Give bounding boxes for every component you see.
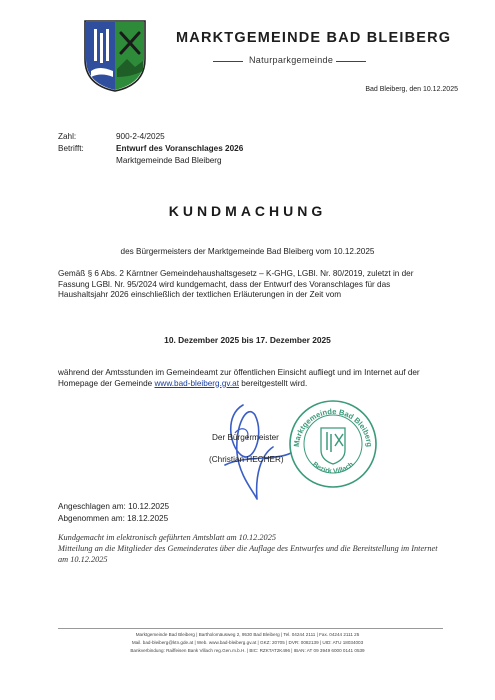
posted-date: Angeschlagen am: 10.12.2025	[58, 502, 170, 511]
footer-address: Marktgemeinde Bad Bleiberg | Bartholomäusweg 2, 9530 Bad Bleiberg | Tel. 04244 2111 | Fax. 04244 2111 25	[135, 632, 360, 637]
municipality-tagline: Naturparkgemeinde	[249, 55, 334, 65]
official-stamp	[287, 398, 379, 490]
reference-number: 900-2-4/2025	[116, 132, 165, 141]
divider-line	[336, 61, 366, 62]
mayor-name: (Christian HECHER)	[209, 455, 284, 464]
subject-subline: Marktgemeinde Bad Bleiberg	[116, 156, 222, 165]
subject-label: Betrifft:	[58, 144, 84, 153]
coat-of-arms-icon	[83, 19, 147, 93]
legal-paragraph: Gemäß § 6 Abs. 2 Kärntner Gemeindehaushaltsgesetz – K-GHG, LGBl. Nr. 80/2019, zuletzt in der Fassung LGBl. Nr. 95/2024 wird kundgemacht, dass der Entwurf des Voranschlages für das Haushaltsjahr 2026 einschließlich der textlichen Erläuterungen in der Zeit vom	[58, 269, 414, 299]
divider-line	[213, 61, 243, 62]
website-link[interactable]: www.bad-bleiberg.gv.at	[154, 378, 239, 388]
availability-text: während der Amtsstunden im Gemeindeamt zur öffentlichen Einsicht aufliegt und im Internet auf der Homepage der Gemeinde	[58, 368, 420, 388]
availability-paragraph	[58, 368, 438, 389]
council-note: Mitteilung an die Mitglieder des Gemeinderates über die Auflage des Entwurfes und die Bereitstellung im Internet am 10.12.2025	[58, 544, 438, 564]
gazette-note: Kundgemacht im elektronisch geführten Amtsblatt am 10.12.2025	[58, 533, 276, 542]
svg-text:Marktgemeinde Bad Bleiberg: Marktgemeinde Bad Bleiberg	[291, 406, 375, 448]
reference-label: Zahl:	[58, 132, 77, 141]
footer-contact: Mail. bad-bleiberg@ktn.gde.at | Web. www.bad-bleiberg.gv.at | GKZ: 20705 | DVR: 0082139 | UID: ATU 18034003	[131, 640, 364, 645]
removed-date: Abgenommen am: 18.12.2025	[58, 514, 169, 523]
intro-line: des Bürgermeisters der Marktgemeinde Bad Bleiberg vom 10.12.2025	[120, 247, 375, 256]
inspection-period: 10. Dezember 2025 bis 17. Dezember 2025	[164, 335, 331, 345]
subject-value: Entwurf des Voranschlages 2026	[116, 144, 244, 153]
mayor-title: Der Bürgermeister	[212, 433, 279, 442]
footer-divider	[58, 628, 443, 629]
availability-text-end: bereitgestellt wird.	[239, 378, 308, 388]
document-title: KUNDMACHUNG	[168, 203, 327, 219]
svg-text:Bezirk Villach: Bezirk Villach	[310, 461, 356, 476]
municipality-name: MARKTGEMEINDE BAD BLEIBERG	[176, 30, 452, 46]
footer-bank: Bankverbindung: Raiffeisen Bank Villach reg.Gen.m.b.H. | BIC: RZKTAT2K496 | IBAN: AT 09 3949 6000 0141 0539	[130, 648, 365, 653]
place-date: Bad Bleiberg, den 10.12.2025	[365, 86, 458, 93]
